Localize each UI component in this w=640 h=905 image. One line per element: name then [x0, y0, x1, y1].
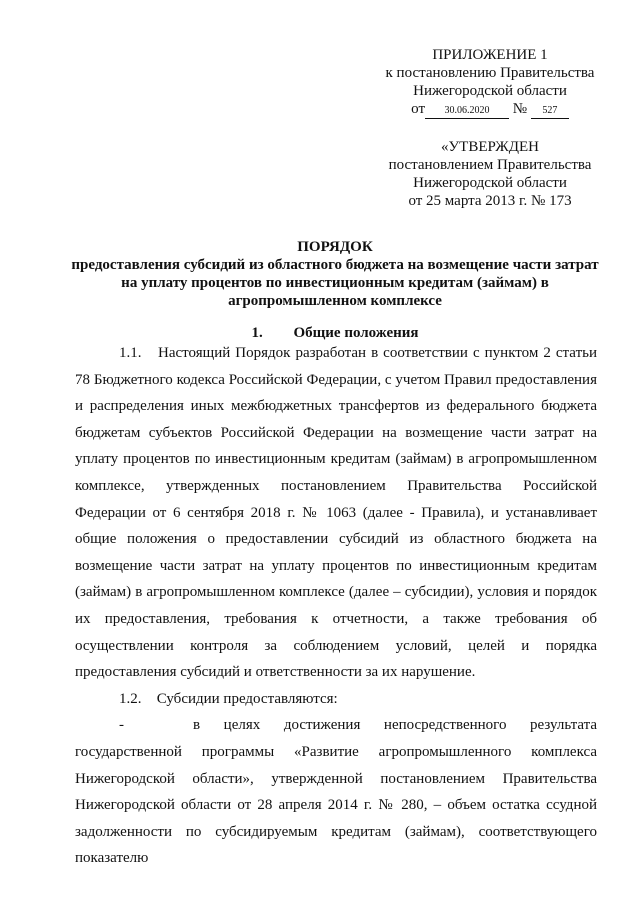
paragraph-1-2 [75, 686, 597, 713]
appendix-header [360, 46, 620, 119]
paragraph-1-1 [75, 340, 597, 686]
paragraph-dash-item [75, 712, 597, 872]
section-title: Общие положения [293, 325, 419, 341]
appendix-title: ПРИЛОЖЕНИЕ 1 [432, 47, 548, 63]
approved-line-2: постановлением Правительства [388, 157, 592, 173]
appendix-date-number [360, 100, 620, 119]
document-body [75, 340, 597, 872]
paragraph-label: 1.1. [119, 345, 142, 361]
number-sign: № [512, 101, 528, 117]
approved-line-3: Нижегородской области [413, 175, 567, 191]
paragraph-text: Субсидии предоставляются: [156, 690, 338, 707]
section-number: 1. [251, 325, 263, 341]
resolution-date: 30.06.2020 [425, 104, 509, 119]
title-sub: предоставления субсидий из областного бюджета на возмещение части затрат на уплату процентов по инвестиционным кредитам (займам) в агропромышленном комплексе [71, 257, 599, 309]
paragraph-text: Настоящий Порядок разработан в соответствии с пунктом 2 статьи 78 Бюджетного кодекса Российской Федерации, с учетом Правил предоставления и распределения иных межбюджетных трансфертов из федерального бюджета бюджетам субъектов Российской Федерации на возмещение части затрат на уплату процентов по инвестиционным кредитам (займам) в агропромышленном комплексе, утвержденных постановлением Правительства Российской Федерации от 6 сентября 2018 г. № 1063 (далее - Правила), и устанавливает общие положения о предоставлении субсидий из областного бюджета на возмещение части затрат на уплату процентов по инвестиционным кредитам (займам) в агропромышленном комплексе (далее – субсидии), условия и порядок их предоставления, требования к отчетности, а также требования об осуществлении контроля за соблюдением условий, целей и порядка предоставления субсидий и ответственности за их нарушение. [75, 345, 597, 681]
approved-line-4: от 25 марта 2013 г. № 173 [408, 193, 572, 209]
approved-line-1: «УТВЕРЖДЕН [441, 139, 539, 155]
appendix-line-2: Нижегородской области [413, 83, 567, 99]
resolution-number: 527 [531, 104, 569, 119]
from-prefix: от [411, 101, 426, 117]
approved-block [360, 138, 620, 210]
document-title [70, 238, 600, 310]
appendix-line-1: к постановлению Правительства [385, 65, 595, 81]
title-main: ПОРЯДОК [297, 239, 373, 255]
paragraph-text: в целях достижения непосредственного результата государственной программы «Развитие агропромышленного комплекса Нижегородской области», утвержденной постановлением Правительства Нижегородской области от 28 апреля 2014 г. № 280, – объем остатка ссудной задолженности по субсидируемым кредитам (займам), соответствующего показателю [75, 717, 597, 867]
paragraph-label: 1.2. [119, 690, 142, 707]
list-dash: - [119, 717, 124, 734]
